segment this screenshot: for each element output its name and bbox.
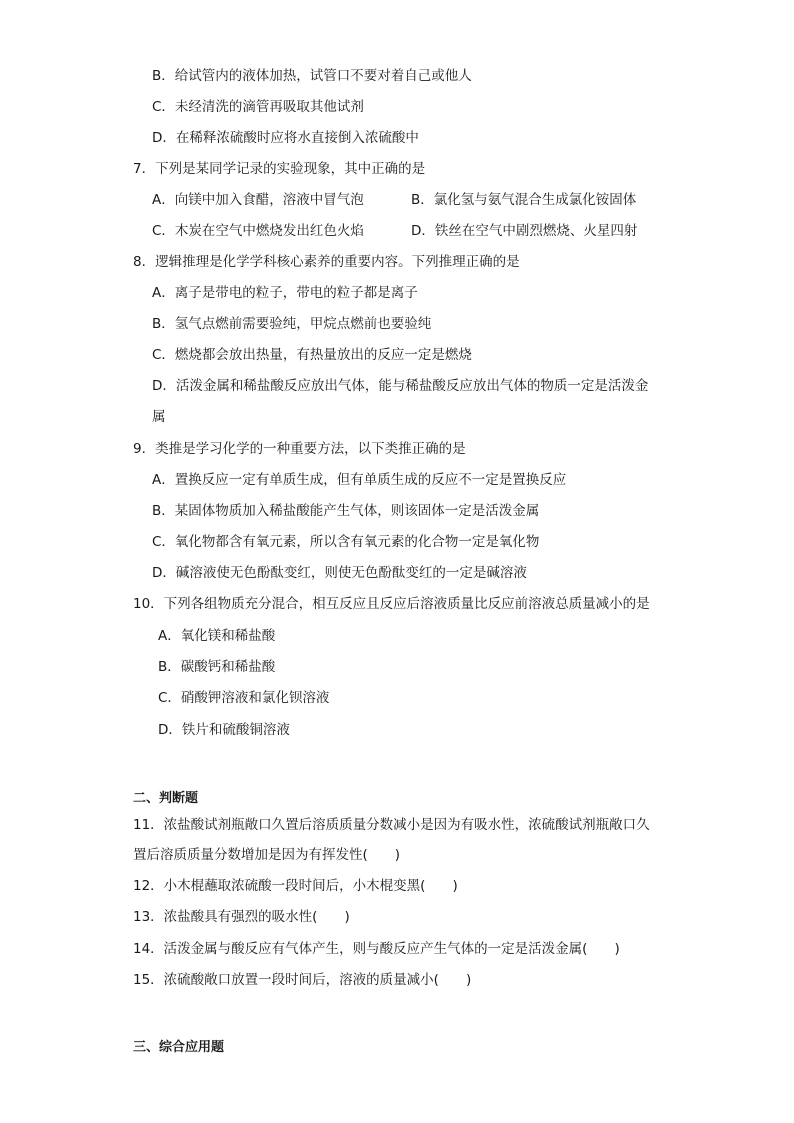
q7-stem: 7．下列是某同学记录的实验现象，其中正确的是 — [133, 161, 426, 177]
q7-option-c: C．木炭在空气中燃烧发出红色火焰 — [152, 223, 364, 239]
q14: 14．活泼金属与酸反应有气体产生，则与酸反应产生气体的一定是活泼金属( ) — [133, 941, 620, 957]
q8-option-c: C．燃烧都会放出热量，有热量放出的反应一定是燃烧 — [152, 347, 472, 363]
q8-option-b: B．氢气点燃前需要验纯，甲烷点燃前也要验纯 — [152, 316, 432, 332]
q9-stem: 9．类推是学习化学的一种重要方法，以下类推正确的是 — [133, 441, 466, 457]
q6-option-b: B．给试管内的液体加热，试管口不要对着自己或他人 — [152, 68, 472, 84]
q9-option-c: C．氧化物都含有氧元素，所以含有氧元素的化合物一定是氧化物 — [152, 534, 540, 550]
q8-option-a: A．离子是带电的粒子，带电的粒子都是离子 — [152, 285, 418, 301]
q8-option-d-line2: 属 — [152, 409, 166, 425]
q10-option-c: C．硝酸钾溶液和氯化钡溶液 — [158, 690, 330, 706]
q12: 12．小木棍蘸取浓硫酸一段时间后，小木棍变黑( ) — [133, 878, 458, 894]
q11-line1: 11．浓盐酸试剂瓶敞口久置后溶质质量分数减小是因为有吸水性，浓硫酸试剂瓶敞口久 — [133, 817, 650, 833]
q10-option-b: B．碳酸钙和稀盐酸 — [158, 659, 276, 675]
q9-option-b: B．某固体物质加入稀盐酸能产生气体，则该固体一定是活泼金属 — [152, 503, 540, 519]
q9-option-d: D．碱溶液使无色酚酞变红，则使无色酚酞变红的一定是碱溶液 — [152, 565, 527, 581]
q11-line2: 置后溶质质量分数增加是因为有挥发性( ) — [133, 847, 401, 863]
q9-option-a: A．置换反应一定有单质生成，但有单质生成的反应不一定是置换反应 — [152, 472, 567, 488]
q7-option-d: D．铁丝在空气中剧烈燃烧、火星四射 — [411, 223, 638, 239]
q6-option-c: C．未经清洗的滴管再吸取其他试剂 — [152, 99, 364, 115]
q10-option-a: A．氧化镁和稀盐酸 — [158, 628, 276, 644]
q10-option-d: D．铁片和硫酸铜溶液 — [158, 722, 290, 738]
q15: 15．浓硫酸敞口放置一段时间后，溶液的质量减小( ) — [133, 972, 472, 988]
q13: 13．浓盐酸具有强烈的吸水性( ) — [133, 909, 350, 925]
section-3-title: 三、综合应用题 — [133, 1040, 225, 1055]
q7-option-b: B．氯化氢与氨气混合生成氯化铵固体 — [411, 192, 637, 208]
q7-option-a: A．向镁中加入食醋，溶液中冒气泡 — [152, 192, 364, 208]
q10-stem: 10．下列各组物质充分混合，相互反应且反应后溶液质量比反应前溶液总质量减小的是 — [133, 596, 650, 612]
q8-option-d-line1: D．活泼金属和稀盐酸反应放出气体，能与稀盐酸反应放出气体的物质一定是活泼金 — [152, 378, 649, 394]
q6-option-d: D．在稀释浓硫酸时应将水直接倒入浓硫酸中 — [152, 130, 419, 146]
q8-stem: 8．逻辑推理是化学学科核心素养的重要内容。下列推理正确的是 — [133, 254, 520, 270]
section-2-title: 二、判断题 — [133, 791, 199, 806]
